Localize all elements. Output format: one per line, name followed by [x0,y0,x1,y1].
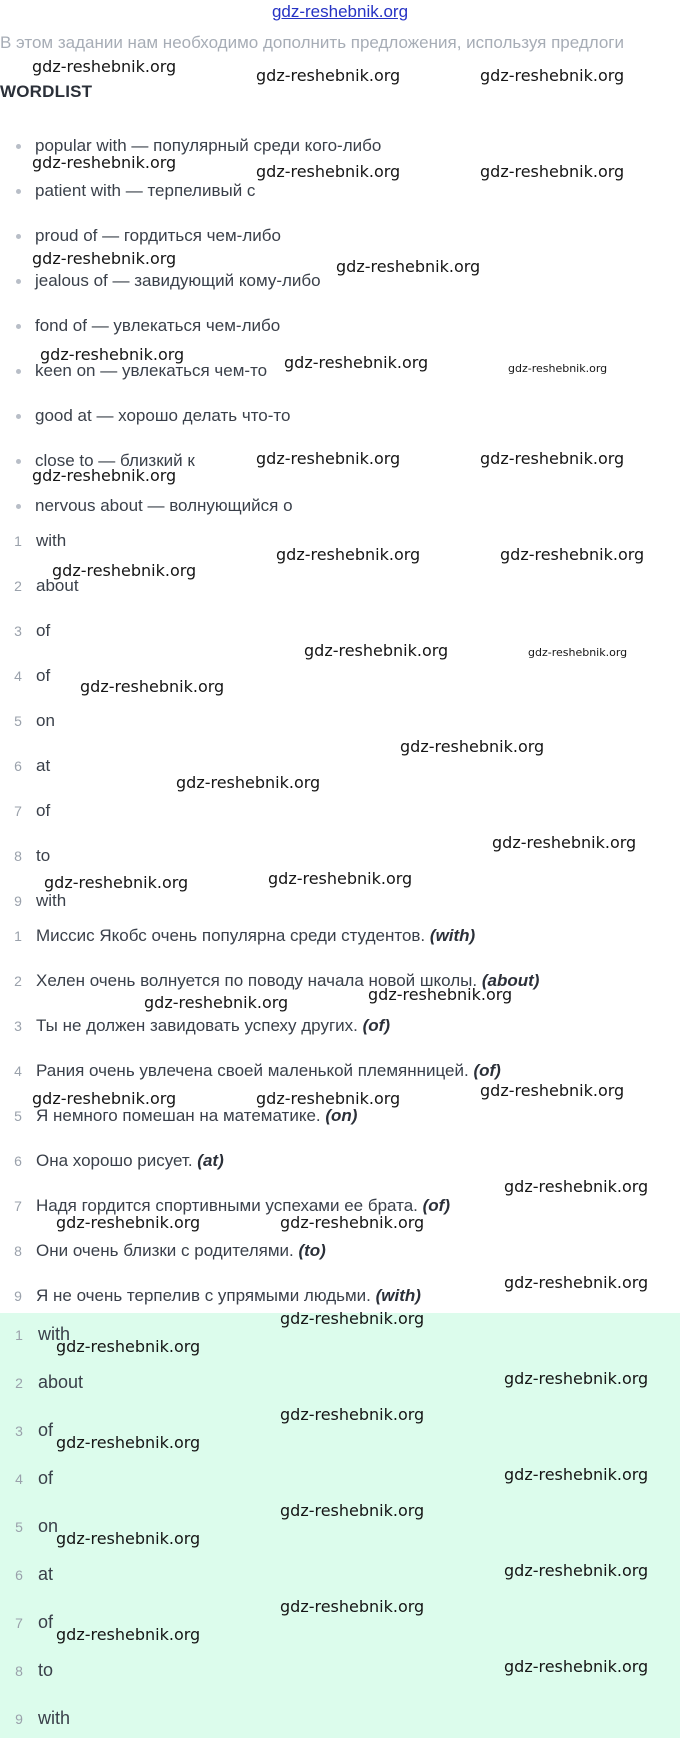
answer-key-row [0,1657,53,1683]
answer-number: 5 [14,713,22,729]
answer-key-text: of [38,1468,54,1488]
answer-number: 1 [14,533,22,549]
wordlist-item-text: popular with — популярный среди кого-либо [35,136,382,155]
answer-key-row [0,1513,58,1539]
watermark: gdz-reshebnik.org [480,449,625,468]
translation-text: Она хорошо рисует. [36,1151,193,1170]
answer-row [0,708,55,734]
translation-hint: (at) [197,1151,224,1170]
answer-key-number: 2 [15,1375,23,1391]
translation-row [0,1013,390,1039]
translation-hint: (on) [325,1106,358,1125]
watermark: gdz-reshebnik.org [480,66,625,85]
answer-key-number: 9 [15,1711,23,1727]
watermark: gdz-reshebnik.org [52,561,197,580]
answer-key-text: to [38,1660,54,1680]
watermark: gdz-reshebnik.org [492,833,637,852]
answer-key-number: 4 [15,1471,23,1487]
answer-text: at [36,756,51,775]
watermark: gdz-reshebnik.org [280,1501,425,1520]
answer-key-text: on [38,1516,59,1536]
watermark: gdz-reshebnik.org [268,869,413,888]
translation-text: Хелен очень волнуется по поводу начала новой школы. [36,971,478,990]
watermark: gdz-reshebnik.org [32,466,177,485]
bullet-icon [16,324,21,329]
watermark: gdz-reshebnik.org [32,153,177,172]
answer-number: 4 [14,668,22,684]
translation-text: Я немного помешан на математике. [36,1106,321,1125]
translation-row [0,1283,421,1309]
answer-key-row [0,1417,53,1443]
answer-number: 6 [14,758,22,774]
watermark: gdz-reshebnik.org [284,353,429,372]
answer-key-text: with [38,1708,71,1728]
answer-text: of [36,666,51,685]
bullet-icon [16,504,21,509]
watermark: gdz-reshebnik.org [304,641,449,660]
watermark: gdz-reshebnik.org [80,677,225,696]
translation-hint: (of) [362,1016,390,1035]
watermark: gdz-reshebnik.org [32,1089,177,1108]
wordlist-item-text: close to — близкий к [35,451,195,470]
answer-key-row [0,1705,70,1731]
translation-number: 2 [14,973,22,989]
answer-key-number: 8 [15,1663,23,1679]
answer-key-number: 7 [15,1615,23,1631]
answer-text: with [36,891,67,910]
watermark: gdz-reshebnik.org [504,1369,649,1388]
translation-number: 4 [14,1063,22,1079]
answer-key-number: 6 [15,1567,23,1583]
watermark: gdz-reshebnik.org [500,545,645,564]
watermark: gdz-reshebnik.org [40,345,185,364]
list-item [16,179,255,203]
answer-text: of [36,621,51,640]
answer-key-text: of [38,1612,54,1632]
answer-number: 7 [14,803,22,819]
site-link[interactable]: gdz-reshebnik.org [271,2,409,21]
translation-number: 5 [14,1108,22,1124]
watermark: gdz-reshebnik.org [280,1309,425,1328]
translation-number: 3 [14,1018,22,1034]
intro-text: В этом задании нам необходимо дополнить предложения, используя предлоги [0,33,624,52]
answer-row [0,843,50,869]
answer-key-number: 5 [15,1519,23,1535]
answer-key-row [0,1465,53,1491]
list-item [16,269,321,293]
answer-number: 3 [14,623,22,639]
answer-text: on [36,711,55,730]
answer-number: 8 [14,848,22,864]
watermark: gdz-reshebnik.org [528,646,628,659]
list-item [16,224,281,248]
answer-text: about [36,576,79,595]
translation-row [0,923,475,949]
translation-row [0,1238,326,1264]
watermark: gdz-reshebnik.org [508,362,608,375]
translation-number: 6 [14,1153,22,1169]
answer-key-text: with [38,1324,71,1344]
answer-row [0,663,50,689]
wordlist-title: WORDLIST [0,82,93,101]
watermark: gdz-reshebnik.org [336,257,481,276]
watermark: gdz-reshebnik.org [256,449,401,468]
translation-row [0,1058,501,1084]
watermark: gdz-reshebnik.org [56,1213,201,1232]
translation-text: Я не очень терпелив с упрямыми людьми. [36,1286,371,1305]
translation-text: Миссис Якобс очень популярна среди студентов. [36,926,426,945]
watermark: gdz-reshebnik.org [56,1433,201,1452]
translation-hint: (with) [429,926,476,945]
watermark: gdz-reshebnik.org [480,1081,625,1100]
answer-text: with [36,531,67,550]
wordlist-item-text: fond of — увлекаться чем-либо [35,316,281,335]
translation-hint: (about) [481,971,540,990]
watermark: gdz-reshebnik.org [504,1273,649,1292]
translation-hint: (of) [473,1061,501,1080]
watermark: gdz-reshebnik.org [504,1465,649,1484]
watermark: gdz-reshebnik.org [504,1657,649,1676]
answer-text: to [36,846,51,865]
answer-key-row [0,1369,83,1395]
watermark: gdz-reshebnik.org [280,1405,425,1424]
answer-row [0,798,50,824]
wordlist-item-text: proud of — гордиться чем-либо [35,226,281,245]
watermark: gdz-reshebnik.org [280,1213,425,1232]
answer-key-number: 1 [15,1327,23,1343]
wordlist-item-text: jealous of — завидующий кому-либо [35,271,321,290]
list-item [16,404,290,428]
translation-number: 1 [14,928,22,944]
wordlist-item-text: keen on — увлекаться чем-то [35,361,268,380]
watermark: gdz-reshebnik.org [56,1529,201,1548]
wordlist-item-text: patient with — терпеливый с [35,181,256,200]
translation-text: Рания очень увлечена своей маленькой племянницей. [36,1061,469,1080]
watermark: gdz-reshebnik.org [480,162,625,181]
answer-key-text: of [38,1420,54,1440]
answer-key-row [0,1561,53,1587]
watermark: gdz-reshebnik.org [56,1625,201,1644]
wordlist-item-text: nervous about — волнующийся о [35,496,293,515]
watermark: gdz-reshebnik.org [256,1089,401,1108]
answer-key-text: about [38,1372,84,1392]
answer-row [0,618,50,644]
watermark: gdz-reshebnik.org [176,773,321,792]
watermark: gdz-reshebnik.org [368,985,513,1004]
bullet-icon [16,279,21,284]
translation-number: 8 [14,1243,22,1259]
answer-number: 2 [14,578,22,594]
translation-hint: (to) [298,1241,326,1260]
answer-row [0,528,66,554]
watermark: gdz-reshebnik.org [400,737,545,756]
watermark: gdz-reshebnik.org [256,162,401,181]
watermark: gdz-reshebnik.org [44,873,189,892]
translation-row [0,1148,224,1174]
watermark: gdz-reshebnik.org [256,66,401,85]
watermark: gdz-reshebnik.org [280,1597,425,1616]
answer-text: of [36,801,51,820]
answer-row [0,753,50,779]
translation-text: Надя гордится спортивными успехами ее брата. [36,1196,418,1215]
translation-hint: (of) [422,1196,450,1215]
answer-key-text: at [38,1564,54,1584]
wordlist-item-text: good at — хорошо делать что-то [35,406,291,425]
bullet-icon [16,369,21,374]
bullet-icon [16,459,21,464]
answer-number: 9 [14,893,22,909]
list-item [16,494,293,518]
translation-hint: (with) [375,1286,421,1305]
watermark: gdz-reshebnik.org [276,545,421,564]
watermark: gdz-reshebnik.org [144,993,289,1012]
translation-text: Ты не должен завидовать успеху других. [36,1016,358,1035]
watermark: gdz-reshebnik.org [504,1561,649,1580]
answer-key-number: 3 [15,1423,23,1439]
translation-text: Они очень близки с родителями. [36,1241,294,1260]
watermark: gdz-reshebnik.org [56,1337,201,1356]
list-item [16,314,280,338]
watermark: gdz-reshebnik.org [32,249,177,268]
answer-key-row [0,1609,53,1635]
watermark: gdz-reshebnik.org [504,1177,649,1196]
bullet-icon [16,414,21,419]
bullet-icon [16,144,21,149]
translation-number: 7 [14,1198,22,1214]
bullet-icon [16,189,21,194]
watermark: gdz-reshebnik.org [32,57,177,76]
translation-number: 9 [14,1288,22,1304]
bullet-icon [16,234,21,239]
